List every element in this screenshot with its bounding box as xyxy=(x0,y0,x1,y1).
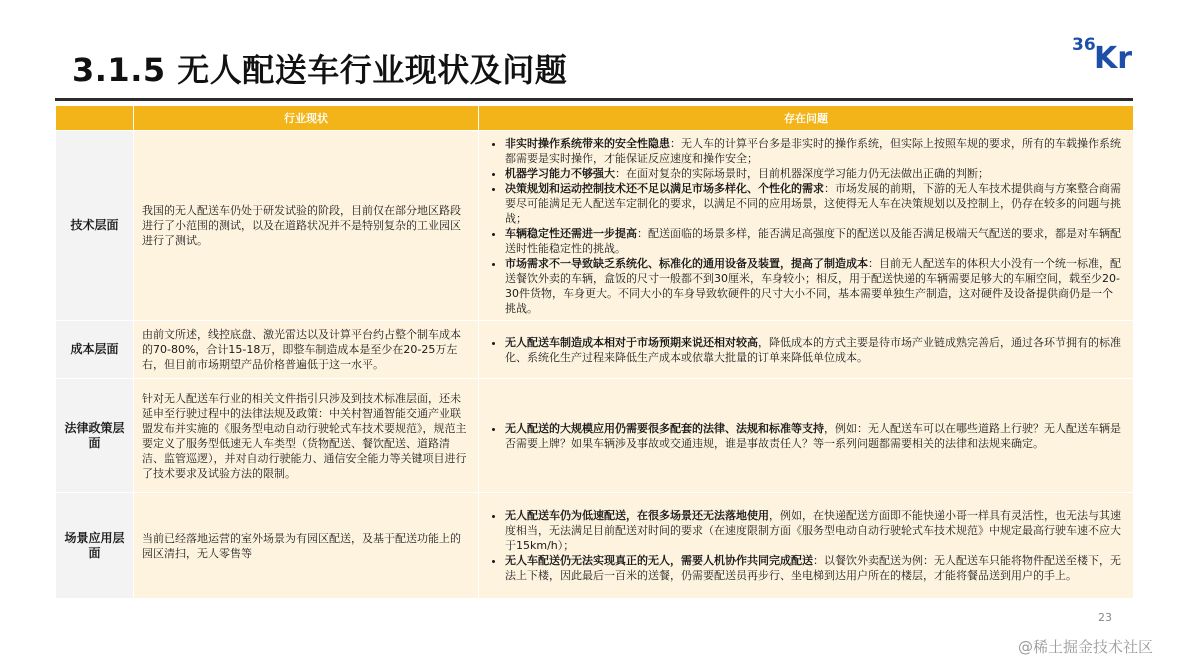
header-cell-status: 行业现状 xyxy=(134,106,479,131)
issue-text: ，降低成本的方式主要是待市场产业链成熟完善后，通过各环节拥有的标准化、系统化生产过程来降低生产成本或依靠大批量的订单来降低单位成本。 xyxy=(505,335,1121,364)
row-category: 法律政策层面 xyxy=(56,379,134,493)
row-category: 成本层面 xyxy=(56,321,134,379)
issue-item xyxy=(505,181,1123,226)
table-row xyxy=(56,493,1134,599)
row-category: 技术层面 xyxy=(56,131,134,321)
table-row xyxy=(56,131,1134,321)
issue-text: ，例如，在快递配送方面即不能快递小哥一样具有灵活性，也无法与其速度相当，无法满足目前配送对时间的要求（在速度限制方面《服务型电动自动行驶轮式车技术规范》中规定最高行驶车速不应大于15km/h）； xyxy=(505,509,1121,552)
issue-item xyxy=(505,166,1123,181)
issue-text: ：以餐饮外卖配送为例：无人配送车只能将物件配送至楼下，无法上下楼，因此最后一百米的送餐，仍需要配送员再步行、坐电梯到达用户所在的楼层，才能将餐品送到用户的手上。 xyxy=(505,554,1121,582)
title-divider xyxy=(55,98,1133,101)
issues-list xyxy=(487,508,1123,583)
issue-heading: 市场需求不一导致缺乏系统化、标准化的通用设备及装置，提高了制造成本 xyxy=(505,256,868,270)
issue-heading: 无人配送车制造成本相对于市场预期来说还相对较高 xyxy=(505,335,758,349)
status-issues-table xyxy=(55,105,1134,599)
issues-list xyxy=(487,335,1123,365)
page-number: 23 xyxy=(1098,611,1112,624)
svg-text:Kr: Kr xyxy=(1094,41,1133,72)
issue-item xyxy=(505,335,1123,365)
issue-text: ：目前无人配送车的体积大小没有一个统一标准，配送餐饮外卖的车辆，盒饭的尺寸一般都不到30厘米，车身较小；相反，用于配送快递的车辆需要足够大的车厢空间，载至少20-30件货物，车身更大。不同大小的车身导致软硬件的尺寸大小不同，基本需要单独生产制造，这对硬件及设备提供商仍是一个挑战。 xyxy=(505,256,1121,315)
issue-heading: 决策规划和运动控制技术还不足以满足市场多样化、个性化的需求 xyxy=(505,181,824,195)
issue-item xyxy=(505,421,1123,451)
issue-text: ，例如：无人配送车可以在哪些道路上行驶？无人配送车辆是否需要上牌？如果车辆涉及事故或交通违规，谁是事故责任人？等一系列问题都需要相关的法律和法规来确定。 xyxy=(505,421,1121,450)
issue-item xyxy=(505,256,1123,316)
issue-item xyxy=(505,553,1123,583)
row-category: 场景应用层面 xyxy=(56,493,134,599)
issue-heading: 无人车配送仍无法实现真正的无人，需要人机协作共同完成配送 xyxy=(505,554,813,567)
issue-text: ：配送面临的场景多样，能否满足高强度下的配送以及能否满足极端天气配送的要求，都是对车辆配送时性能稳定性的挑战。 xyxy=(505,226,1121,255)
issue-heading: 车辆稳定性还需进一步提高 xyxy=(505,226,637,240)
issue-item xyxy=(505,226,1123,256)
watermark: @稀土掘金技术社区 xyxy=(1018,638,1154,656)
row-issues xyxy=(479,321,1134,379)
issue-text: ：市场发展的前期，下游的无人车技术提供商与方案整合商需要尽可能满足无人配送车定制化的要求，以满足不同的应用场景，这使得无人车在决策规划以及控制上，仍存在较多的问题与挑战； xyxy=(505,181,1121,225)
row-status-text: 由前文所述，线控底盘、激光雷达以及计算平台约占整个制车成本的70-80%，合计15-18万，即整车制造成本是至少在20-25万左右，但目前市场期望产品价格普遍低于这一水平。 xyxy=(134,321,479,379)
issues-list xyxy=(487,136,1123,316)
issue-item xyxy=(505,136,1123,166)
row-issues xyxy=(479,131,1134,321)
row-status-text: 针对无人配送车行业的相关文件指引只涉及到技术标准层面，还未延申至行驶过程中的法律法规及政策：中关村智通智能交通产业联盟发布并实施的《服务型电动自动行驶轮式车技术要规范》，规范主要定义了服务型低速无人车类型（货物配送、餐饮配送、道路清洁、监管巡逻），并对自动行驶能力、通信安全能力等关键项目进行了技术要求及试验方法的限制。 xyxy=(134,379,479,493)
issue-heading: 无人配送车仍为低速配送，在很多场景还无法落地使用 xyxy=(505,509,769,522)
row-status-text: 当前已经落地运营的室外场景为有园区配送，及基于配送功能上的园区清扫，无人零售等 xyxy=(134,493,479,599)
issue-text: ：在面对复杂的实际场景时，目前机器深度学习能力仍无法做出正确的判断； xyxy=(615,166,989,180)
issue-heading: 非实时操作系统带来的安全性隐患 xyxy=(505,136,670,150)
table-row xyxy=(56,379,1134,493)
table-header-row xyxy=(56,106,1134,131)
row-status-text: 我国的无人配送车仍处于研发试验的阶段，目前仅在部分地区路段进行了小范围的测试，以及在道路状况并不是特别复杂的工业园区进行了测试。 xyxy=(134,131,479,321)
header-cell-issues: 存在问题 xyxy=(479,106,1134,131)
table-row xyxy=(56,321,1134,379)
issue-heading: 机器学习能力不够强大 xyxy=(505,166,615,180)
page-title: 3.1.5 无人配送车行业现状及问题 xyxy=(72,51,568,89)
row-issues xyxy=(479,493,1134,599)
header-cell-blank xyxy=(56,106,134,131)
issues-list xyxy=(487,421,1123,451)
svg-text:36: 36 xyxy=(1072,35,1096,55)
issue-item xyxy=(505,508,1123,553)
36kr-logo xyxy=(1070,30,1142,72)
issue-text: ：无人车的计算平台多是非实时的操作系统，但实际上按照车规的要求，所有的车载操作系统都需要是实时操作，才能保证反应速度和操作安全； xyxy=(505,136,1121,165)
row-issues xyxy=(479,379,1134,493)
issue-heading: 无人配送的大规模应用仍需要很多配套的法律、法规和标准等支持 xyxy=(505,421,824,435)
